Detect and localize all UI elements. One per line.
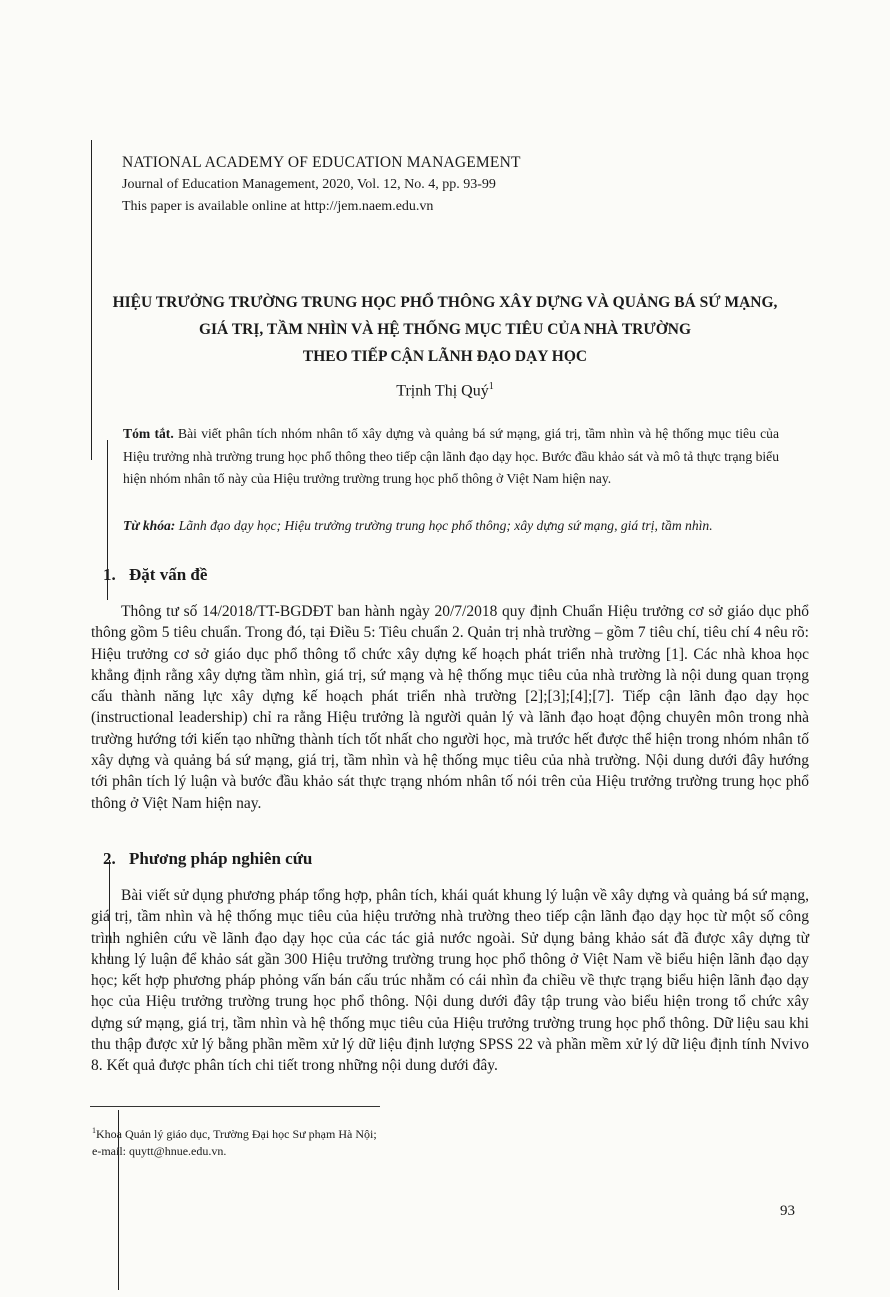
author-name: Trịnh Thị Quý bbox=[396, 382, 489, 400]
online-availability: This paper is available online at http://jem.naem.edu.vn bbox=[122, 199, 434, 214]
section-body bbox=[91, 601, 809, 814]
section-title: Phương pháp nghiên cứu bbox=[129, 849, 313, 868]
abstract bbox=[123, 423, 779, 491]
keywords-text: Lãnh đạo dạy học; Hiệu trưởng trường trung học phổ thông; xây dựng sứ mạng, giá trị, tầm nhìn. bbox=[178, 518, 713, 533]
title-line: HIỆU TRƯỞNG TRƯỜNG TRUNG HỌC PHỔ THÔNG XÂY DỰNG VÀ QUẢNG BÁ SỨ MẠNG, bbox=[112, 294, 778, 311]
keywords bbox=[123, 515, 779, 538]
section-number: 1. bbox=[103, 565, 116, 584]
section-heading bbox=[103, 565, 207, 585]
abstract-text: Bài viết phân tích nhóm nhân tố xây dựng và quảng bá sứ mạng, giá trị, tầm nhìn và hệ thống mục tiêu của Hiệu trưởng nhà trường trung học phổ thông theo tiếp cận lãnh đạo dạy học. Bước đầu khảo sát và mô tả thực trạng biểu hiện nhóm nhân tố này của Hiệu trưởng trường trung học phổ thông ở Việt Nam hiện nay. bbox=[123, 426, 780, 486]
institution-name: NATIONAL ACADEMY OF EDUCATION MANAGEMENT bbox=[122, 154, 521, 171]
footnote bbox=[92, 1122, 592, 1160]
journal-header bbox=[122, 152, 762, 218]
body-paragraph: Thông tư số 14/2018/TT-BGDĐT ban hành ngày 20/7/2018 quy định Chuẩn Hiệu trưởng cơ sở giáo dục phổ thông gồm 5 tiêu chuẩn. Trong đó, tại Điều 5: Tiêu chuẩn 2. Quản trị nhà trường – gồm 7 tiêu chí, tiêu chí 4 nêu rõ: Hiệu trưởng cơ sở giáo dục phổ thông tổ chức xây dựng kế hoạch phát triển nhà trường [1]. Các nhà khoa học khẳng định rằng xây dựng tầm nhìn, giá trị, sứ mạng và hệ thống mục tiêu của nhà trường là nội dung quan trọng cấu thành năng lực xây dựng kế hoạch phát triển nhà trường [2];[3];[4];[7]. Tiếp cận lãnh đạo dạy học (instructional leadership) chỉ ra rằng Hiệu trưởng là người quản lý và lãnh đạo hoạt động chuyên môn trong nhà trường hướng tới kiến tạo những thành tích tốt nhất cho người học, mà trước hết được thể hiện trong nhóm nhân tố xây dựng và quảng bá sứ mạng, giá trị, tầm nhìn và hệ thống mục tiêu của nhà trường. Nội dung dưới đây hướng tới phân tích lý luận và bước đầu khảo sát thực trạng nhóm nhân tố nói trên của Hiệu trưởng trường trung học phổ thông ở Việt Nam hiện nay. bbox=[91, 603, 809, 812]
journal-citation: Journal of Education Management, 2020, Vol. 12, No. 4, pp. 93-99 bbox=[122, 177, 496, 192]
author-footnote-mark: 1 bbox=[488, 381, 494, 392]
keywords-label: Từ khóa: bbox=[123, 518, 176, 533]
section-number: 2. bbox=[103, 849, 116, 868]
title-line: GIÁ TRỊ, TẦM NHÌN VÀ HỆ THỐNG MỤC TIÊU CỦA NHÀ TRƯỜNG bbox=[198, 321, 692, 338]
title-line: THEO TIẾP CẬN LÃNH ĐẠO DẠY HỌC bbox=[302, 348, 588, 365]
page-number: 93 bbox=[780, 1203, 795, 1219]
footnote-affiliation: Khoa Quản lý giáo dục, Trường Đại học Sư phạm Hà Nội; bbox=[96, 1127, 377, 1141]
author bbox=[0, 381, 890, 400]
body-paragraph: Bài viết sử dụng phương pháp tổng hợp, phân tích, khái quát khung lý luận về xây dựng và quảng bá sứ mạng, giá trị, tầm nhìn và hệ thống mục tiêu của hiệu trưởng nhà trường theo tiếp cận lãnh đạo dạy học từ một số công trình nghiên cứu về lãnh đạo dạy học của các tác giả nước ngoài. Sử dụng bảng khảo sát đã được xây dựng từ khung lý luận để khảo sát gần 300 Hiệu trưởng trường trung học phổ thông ở Việt Nam về biểu hiện lãnh đạo dạy học; kết hợp phương pháp phỏng vấn bán cấu trúc nhằm có cái nhìn đa chiều về thực trạng biểu hiện lãnh đạo dạy học của Hiệu trưởng trường trung học phổ thông. Nội dung dưới đây tập trung vào biểu hiện trong tổ chức xây dựng sứ mạng, giá trị, tầm nhìn và hệ thống mục tiêu của Hiệu trưởng trường trung học phổ thông. Dữ liệu sau khi thu thập được xử lý bằng phần mềm xử lý dữ liệu định lượng SPSS 22 và phần mềm xử lý dữ liệu định tính Nvivo 8. Kết quả được phân tích chi tiết trong những nội dung dưới đây. bbox=[91, 887, 809, 1075]
paper-title bbox=[60, 289, 830, 370]
footnote-mark: 1 bbox=[92, 1126, 96, 1135]
section-heading bbox=[103, 849, 312, 869]
section-title: Đặt vấn đề bbox=[129, 565, 208, 584]
footnote-rule bbox=[90, 1106, 380, 1107]
section-body bbox=[91, 885, 809, 1077]
footnote-email: e-mail: quytt@hnue.edu.vn. bbox=[92, 1144, 227, 1158]
abstract-label: Tóm tắt. bbox=[123, 426, 174, 441]
